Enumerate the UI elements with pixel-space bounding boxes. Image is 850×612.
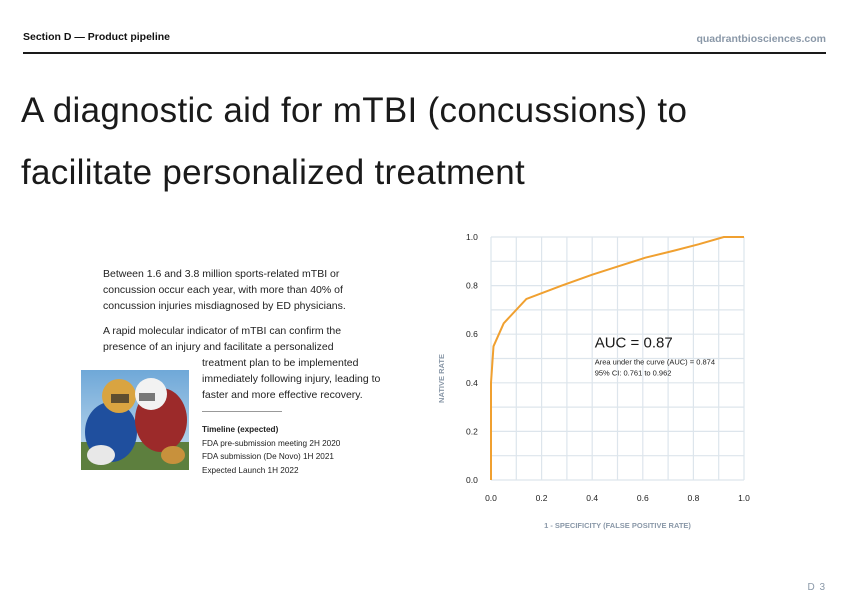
timeline-item: FDA pre-submission meeting 2H 2020	[202, 438, 341, 448]
y-tick-label: 0.8	[466, 280, 478, 291]
timeline-item: FDA submission (De Novo) 1H 2021	[202, 452, 334, 461]
timeline-heading: Timeline (expected)	[202, 425, 279, 434]
auc-annotation: AUC = 0.87	[594, 334, 673, 352]
y-tick-label: 0.4	[466, 377, 478, 388]
page-title	[21, 80, 821, 204]
x-tick-label: 1.0	[738, 493, 750, 503]
intro-paragraph: Between 1.6 and 3.8 million sports-related mTBI or concussion occur each year, with more than 40% of concussion injuries misdiagnosed by ED physicians.	[103, 268, 346, 312]
timeline-divider	[202, 411, 282, 412]
x-tick-label: 0.2	[535, 493, 548, 503]
auc-detail-annotation: Area under the curve (AUC) = 0.874	[594, 357, 716, 367]
y-tick-label: 0.6	[466, 329, 478, 340]
roc-chart	[430, 222, 760, 532]
x-tick-label: 0.0	[485, 493, 497, 503]
y-axis-label: NATIVE RATE	[437, 354, 446, 403]
x-axis-label: 1 - SPECIFICITY (FALSE POSITIVE RATE)	[544, 521, 691, 530]
chart-ticks	[466, 232, 750, 503]
indicator-paragraph-start: A rapid molecular indicator of mTBI can confirm the presence of an injury and facilitate a personalized	[103, 325, 342, 353]
x-tick-label: 0.4	[586, 493, 599, 503]
football-players-image	[81, 370, 189, 470]
y-tick-label: 1.0	[466, 232, 478, 242]
title-line-1: A diagnostic aid for mTBI (concussions) to	[21, 91, 688, 130]
indicator-paragraph-end: treatment plan to be implemented immediately following injury, leading to faster and more effective recovery.	[202, 357, 381, 401]
y-tick-label: 0.2	[466, 426, 478, 437]
page-number: D 3	[807, 582, 826, 593]
timeline	[202, 423, 340, 477]
header-divider	[23, 52, 826, 54]
timeline-item: Expected Launch 1H 2022	[202, 465, 299, 475]
site-url[interactable]: quadrantbiosciences.com	[696, 33, 826, 45]
confidence-interval-annotation: 95% CI: 0.761 to 0.962	[594, 368, 672, 378]
x-tick-label: 0.6	[636, 493, 649, 503]
y-tick-label: 0.0	[466, 475, 478, 485]
x-tick-label: 0.8	[687, 493, 700, 503]
football-collision-illustration	[81, 370, 189, 470]
section-label: Section D — Product pipeline	[23, 31, 171, 43]
title-line-2: facilitate personalized treatment	[21, 153, 526, 192]
